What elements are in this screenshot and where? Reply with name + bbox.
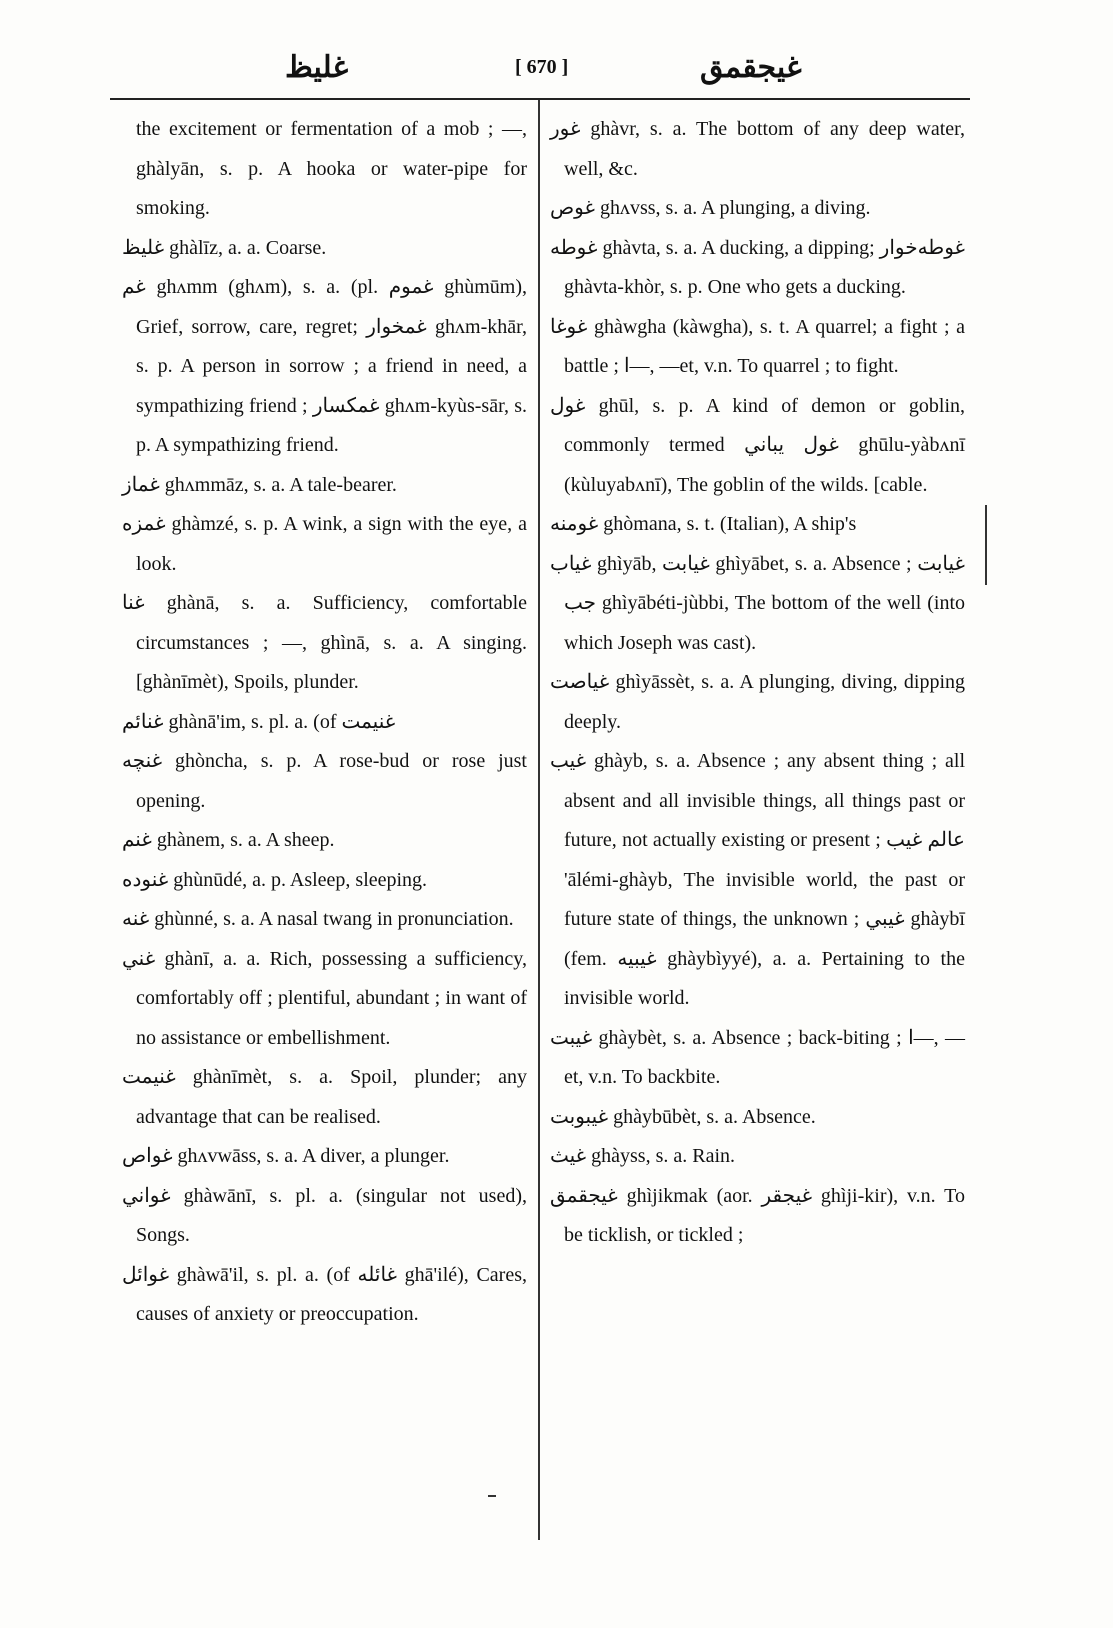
- dictionary-entry: غول ghūl, s. p. A kind of demon or goblin, commonly termed غول يباني ghūlu-yàbʌnī (kùluyabʌnī), The goblin of the wilds. [cable.: [550, 394, 965, 496]
- dictionary-entry: غماز ghʌmmāz, s. a. A tale-bearer.: [122, 473, 397, 496]
- dictionary-entry: غليظ ghàlīz, a. a. Coarse.: [122, 236, 327, 259]
- dictionary-entry: غيجقمق ghìjikmak (aor. غيجقر ghìji-kir), v.n. To be ticklish, or tickled ;: [550, 1184, 965, 1246]
- dictionary-entry: غيب ghàyb, s. a. Absence ; any absent thing ; all absent and all invisible things, all things past or future, not actually existing or present ; عالم غيب 'ālémi-ghàyb, The invisible world, the past or future state of things, the unknown ; غيبي ghàybī (fem. غيبيه ghàybìyyé), a. a. Pertaining to the invisible world.: [550, 750, 965, 1009]
- dictionary-entry: غني ghànī, a. a. Rich, possessing a sufficiency, comfortably off ; plentiful, abundant ; in want of no assistance or embellishment.: [122, 947, 527, 1049]
- dictionary-entry: غياب ghìyāb, غيابت ghìyābet, s. a. Absence ; غيابت جب ghìyābéti-jùbbi, The bottom of the well (into which Joseph was cast).: [550, 552, 965, 654]
- dictionary-entry: غنوده ghùnūdé, a. p. Asleep, sleeping.: [122, 868, 428, 891]
- dictionary-entry: غنيمت ghànīmèt, s. a. Spoil, plunder; any advantage that can be realised.: [122, 1066, 527, 1128]
- right-column: [550, 110, 965, 1256]
- dictionary-entry: غمزه ghàmzé, s. p. A wink, a sign with the eye, a look.: [122, 513, 527, 575]
- dictionary-entry: غنائم ghànā'im, s. pl. a. (of غنيمت: [122, 710, 396, 733]
- column-divider: [538, 100, 540, 1540]
- dictionary-entry: غوص ghʌvss, s. a. A plunging, a diving.: [550, 197, 871, 219]
- dictionary-entry: غوائل ghàwā'il, s. pl. a. (of غائله ghā'ilé), Cares, causes of anxiety or preoccupation.: [122, 1263, 528, 1325]
- page-header: [0, 0, 1113, 100]
- dictionary-entry: غومنه ghòmana, s. t. (Italian), A ship's: [550, 513, 857, 535]
- header-right-catchword: غيجقمق: [700, 51, 802, 84]
- left-column: [122, 110, 527, 1335]
- dictionary-entry: غواني ghàwānī, s. pl. a. (singular not used), Songs.: [122, 1184, 527, 1246]
- dictionary-entry: غوطه ghàvta, s. a. A ducking, a dipping; غوطه‌خوار ghàvta-khòr, s. p. One who gets a ducking.: [550, 236, 965, 298]
- margin-mark: [985, 505, 987, 585]
- dictionary-entry: غيبت ghàybèt, s. a. Absence ; back-biting ; ا—, —et, v.n. To backbite.: [550, 1026, 966, 1088]
- dictionary-entry: غنچه ghòncha, s. p. A rose-bud or rose just opening.: [122, 750, 527, 812]
- dictionary-entry: غيث ghàyss, s. a. Rain.: [550, 1145, 736, 1167]
- dictionary-entry: غواص ghʌvwāss, s. a. A diver, a plunger.: [122, 1145, 450, 1167]
- dictionary-entry: غيبوبت ghàybūbèt, s. a. Absence.: [550, 1105, 816, 1128]
- page-number: [ 670 ]: [515, 56, 569, 78]
- dictionary-entry: غور ghàvr, s. a. The bottom of any deep water, well, &c.: [550, 118, 965, 180]
- dictionary-entry: غم ghʌmm (ghʌm), s. a. (pl. غموم ghùmūm), Grief, sorrow, care, regret; غمخوار ghʌm-khār, s. p. A person in sorrow ; a friend in need, a sympathizing friend ; غمكسار ghʌm-kyùs-sār, s. p. A sympathizing friend.: [122, 276, 527, 456]
- dictionary-entry: غنا ghànā, s. a. Sufficiency, comfortable circumstances ; —, ghìnā, s. a. A singing. [ghànīmèt), Spoils, plunder.: [122, 592, 527, 693]
- dictionary-entry: غنه ghùnné, s. a. A nasal twang in pronunciation.: [122, 908, 514, 930]
- footer-mark: [488, 1495, 496, 1497]
- header-left-catchword: غليظ: [285, 51, 349, 84]
- dictionary-entry: the excitement or fermentation of a mob ; —, ghàlyān, s. p. A hooka or water-pipe for smoking.: [136, 118, 527, 219]
- dictionary-entry: غياصت ghìyāssèt, s. a. A plunging, diving, dipping deeply.: [550, 671, 965, 733]
- header-rule: [110, 98, 970, 100]
- dictionary-entry: غنم ghànem, s. a. A sheep.: [122, 829, 335, 851]
- dictionary-entry: غوغا ghàwgha (kàwgha), s. t. A quarrel; a fight ; a battle ; ا—, —et, v.n. To quarrel ; to fight.: [550, 315, 965, 377]
